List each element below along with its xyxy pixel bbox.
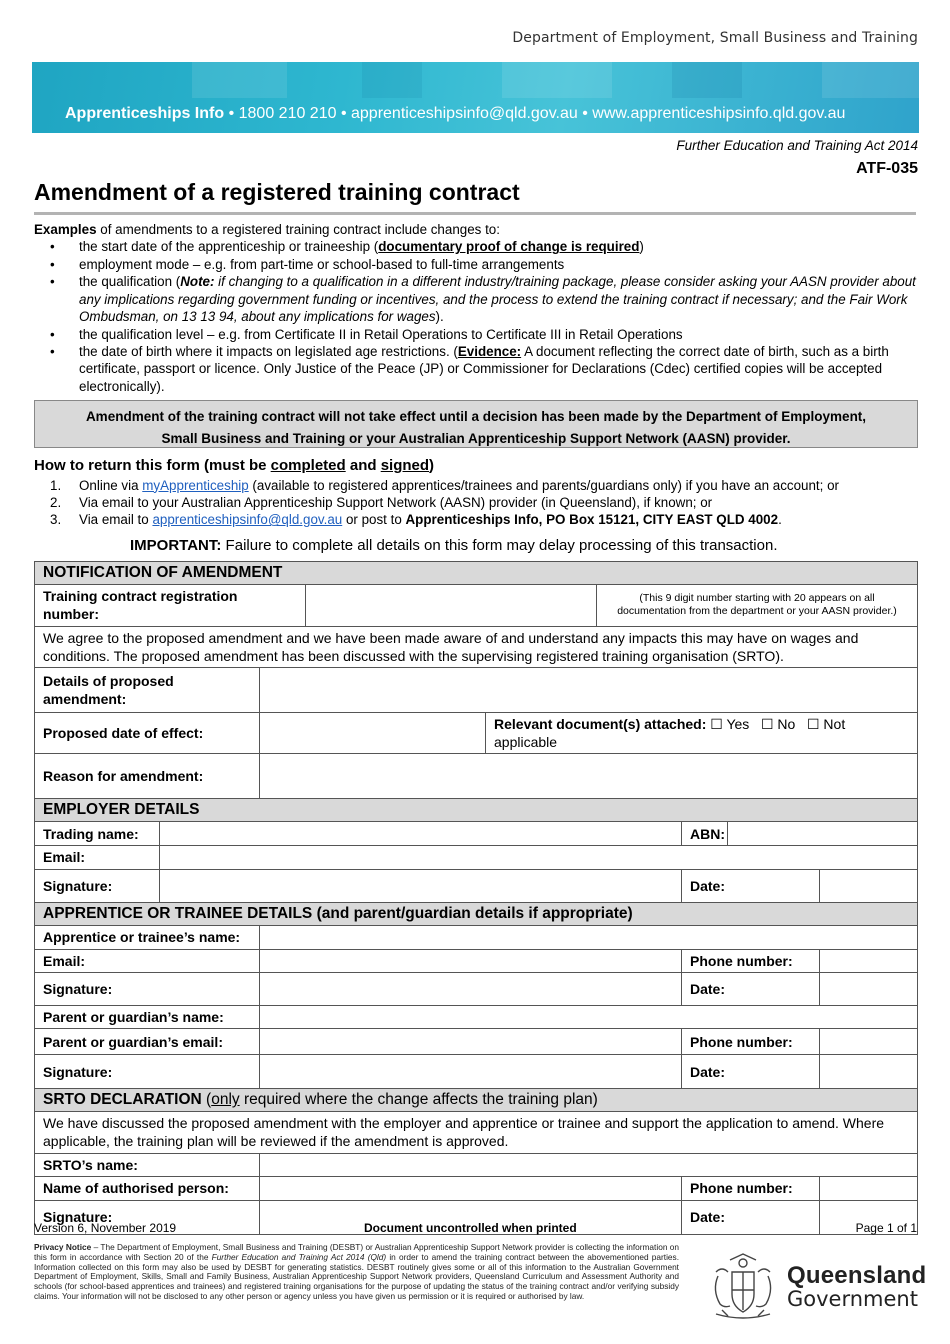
department-name: Department of Employment, Small Business and Training	[512, 30, 918, 46]
form-code: ATF-035	[856, 160, 918, 177]
srto-signature-label: Signature:	[35, 1200, 260, 1234]
parent-name-input[interactable]	[260, 1005, 918, 1028]
reason-label: Reason for amendment:	[35, 754, 260, 799]
page-title: Amendment of a registered training contract	[34, 179, 520, 205]
srto-phone-label: Phone number:	[682, 1176, 820, 1200]
date-of-effect-input[interactable]	[260, 712, 486, 753]
banner-brand: Apprenticeships Info	[65, 105, 225, 122]
title-divider	[34, 212, 916, 215]
contact-banner	[32, 62, 919, 133]
srto-declaration-text: We have discussed the proposed amendment with the employer and apprentice or trainee and support the application to amend. Where applicable, the training plan will be reviewed if the amendment is approved.	[35, 1112, 918, 1153]
important-note: IMPORTANT: Failure to complete all details on this form may delay processing of this transaction.	[130, 536, 778, 554]
decision-notice: Amendment of the training contract will not take effect until a decision has been made by the Department of Employment, Small Business and Training or your Australian Apprenticeship Support Network (AASN) provider.	[34, 400, 918, 448]
employer-signature-label: Signature:	[35, 869, 160, 902]
examples-lead: Examples of amendments to a registered training contract include changes to:	[34, 222, 500, 237]
relevant-docs-label: Relevant document(s) attached:	[494, 715, 707, 732]
checkbox-yes[interactable]: ☐ Yes	[710, 715, 750, 732]
employer-abn-label: ABN:	[682, 822, 728, 846]
queensland-crest-icon	[708, 1250, 778, 1322]
checkbox-no[interactable]: ☐ No	[760, 715, 796, 732]
srto-name-input[interactable]	[260, 1153, 918, 1176]
apprentice-signature-label: Signature:	[35, 972, 260, 1005]
apprentice-signature-input[interactable]	[260, 972, 682, 1005]
reason-input[interactable]	[260, 754, 918, 799]
authorised-person-input[interactable]	[260, 1176, 682, 1200]
employer-trading-name-input[interactable]	[160, 822, 682, 846]
return-option-3: 3. Via email to apprenticeshipsinfo@qld.gov.au or post to Apprenticeships Info, PO Box 15121, CITY EAST QLD 4002.	[50, 512, 782, 528]
example-date-of-birth: • the date of birth where it impacts on legislated age restrictions. (Evidence: A document reflecting the correct date of birth, such as a birth certificate, passport or licence. Only Justice of the Peace (JP) or Commissioner for Declarations (Cdec) certified copies will be accepted electronically).	[34, 343, 918, 395]
parent-signature-input[interactable]	[260, 1055, 682, 1089]
apprentice-name-label: Apprentice or trainee’s name:	[35, 925, 260, 949]
employer-signature-input[interactable]	[160, 869, 682, 902]
reg-number-label: Training contract registration number:	[35, 585, 306, 626]
banner-phone[interactable]: 1800 210 210	[238, 105, 337, 122]
logo-queensland-text: Queensland	[787, 1262, 927, 1289]
checkbox-not-applicable[interactable]: ☐ Not applicable	[494, 715, 846, 751]
example-employment-mode: • employment mode – e.g. from part-time or school-based to full-time arrangements	[34, 256, 918, 273]
employer-date-label: Date:	[682, 869, 820, 902]
parent-date-label: Date:	[682, 1055, 820, 1089]
parent-email-input[interactable]	[260, 1029, 682, 1055]
srto-name-label: SRTO’s name:	[35, 1153, 260, 1176]
employer-email-label: Email:	[35, 846, 160, 869]
employer-email-input[interactable]	[160, 846, 918, 869]
email-link[interactable]: apprenticeshipsinfo@qld.gov.au	[152, 512, 343, 528]
banner-contact-line: Apprenticeships Info • 1800 210 210 • apprenticeshipsinfo@qld.gov.au • www.apprenticeshipsinfo.qld.gov.au	[65, 105, 846, 122]
apprentice-email-input[interactable]	[260, 949, 682, 972]
example-qualification-level: • the qualification level – e.g. from Certificate II in Retail Operations to Certificate III in Retail Operations	[34, 326, 918, 343]
page-number: Page 1 of 1	[855, 1221, 917, 1235]
employer-trading-name-label: Trading name:	[35, 822, 160, 846]
section-notification: NOTIFICATION OF AMENDMENT	[35, 562, 918, 585]
apprentice-email-label: Email:	[35, 949, 260, 972]
parent-name-label: Parent or guardian’s name:	[35, 1005, 260, 1028]
amendment-form	[34, 561, 918, 1235]
return-option-2: 2. Via email to your Australian Apprenticeship Support Network (AASN) provider (in Queensland), if known; or	[50, 494, 713, 510]
section-apprentice: APPRENTICE OR TRAINEE DETAILS (and parent/guardian details if appropriate)	[35, 902, 918, 925]
agreement-text: We agree to the proposed amendment and we have been made aware of and understand any impacts this may have on wages and conditions. The proposed amendment has been discussed with the supervising registered training organisation (SRTO).	[35, 626, 918, 667]
parent-date-input[interactable]	[820, 1055, 918, 1089]
examples-section	[34, 221, 918, 395]
privacy-notice: Privacy Notice – The Department of Employment, Small Business and Training (DESBT) or Australian Apprenticeship Support Network provider is collecting the information on this form in accordance with Section 20 of the Further Education and Training Act 2014 (Qld) in order to amend the training contract between the abovementioned parties. Information collected on this form may also be used by DESBT for generating statistics. DESBT routinely gives some or all of this information to the Australian Government Department of Employment, Skills, Small and Family Business, Australian Apprenticeship Support Network providers, Queensland Curriculum and Assessment Authority and schools (for school-based apprentices and trainees) and registered training organisations for the purpose of updating the status of the training contract and/or verifying subsidy claims. Your information will not be disclosed to any other person or agency unless you have given us permission or it is required or authorised by law.	[34, 1242, 680, 1301]
details-label: Details of proposed amendment:	[35, 667, 260, 712]
queensland-government-logo	[787, 1264, 926, 1310]
apprentice-phone-label: Phone number:	[682, 949, 820, 972]
return-heading: How to return this form (must be completed and signed)	[34, 457, 435, 474]
date-of-effect-label: Proposed date of effect:	[35, 712, 260, 753]
parent-phone-input[interactable]	[820, 1029, 918, 1055]
logo-government-text: Government	[787, 1287, 918, 1311]
version-text: Version 6, November 2019	[34, 1221, 177, 1235]
employer-date-input[interactable]	[820, 869, 918, 902]
apprentice-name-input[interactable]	[260, 925, 918, 949]
banner-email[interactable]: apprenticeshipsinfo@qld.gov.au	[351, 105, 578, 122]
return-instructions	[34, 456, 918, 555]
section-employer: EMPLOYER DETAILS	[35, 799, 918, 822]
relevant-docs-cell	[486, 712, 918, 753]
parent-phone-label: Phone number:	[682, 1029, 820, 1055]
employer-abn-input[interactable]	[728, 822, 918, 846]
example-qualification: • the qualification (Note: if changing to a qualification in a different industry/training package, please consider asking your AASN provider about any implications regarding government funding or incentives, and the process to extend the training contract if necessary; and the Fair Work Ombudsman, on 13 13 94, about any implications for wages).	[34, 273, 918, 325]
reg-number-input[interactable]	[306, 585, 597, 626]
page-footer	[34, 1221, 917, 1237]
srto-date-label: Date:	[682, 1200, 820, 1234]
apprentice-phone-input[interactable]	[820, 949, 918, 972]
uncontrolled-text: Document uncontrolled when printed	[364, 1221, 577, 1235]
apprentice-date-input[interactable]	[820, 972, 918, 1005]
myapprenticeship-link[interactable]: myApprenticeship	[142, 477, 249, 493]
details-input[interactable]	[260, 667, 918, 712]
banner-website[interactable]: www.apprenticeshipsinfo.qld.gov.au	[592, 105, 846, 122]
parent-email-label: Parent or guardian’s email:	[35, 1029, 260, 1055]
section-srto: SRTO DECLARATION (only required where the change affects the training plan)	[35, 1089, 918, 1112]
srto-phone-input[interactable]	[820, 1176, 918, 1200]
act-reference: Further Education and Training Act 2014	[676, 138, 918, 153]
reg-number-note: (This 9 digit number starting with 20 appears on all documentation from the department or your AASN provider.)	[597, 585, 918, 626]
example-start-date: • the start date of the apprenticeship or traineeship (documentary proof of change is required)	[34, 238, 918, 255]
authorised-person-label: Name of authorised person:	[35, 1176, 260, 1200]
apprentice-date-label: Date:	[682, 972, 820, 1005]
parent-signature-label: Signature:	[35, 1055, 260, 1089]
return-option-1: 1. Online via myApprenticeship (available to registered apprentices/trainees and parents/guardians only) if you have an account; or	[50, 477, 839, 493]
